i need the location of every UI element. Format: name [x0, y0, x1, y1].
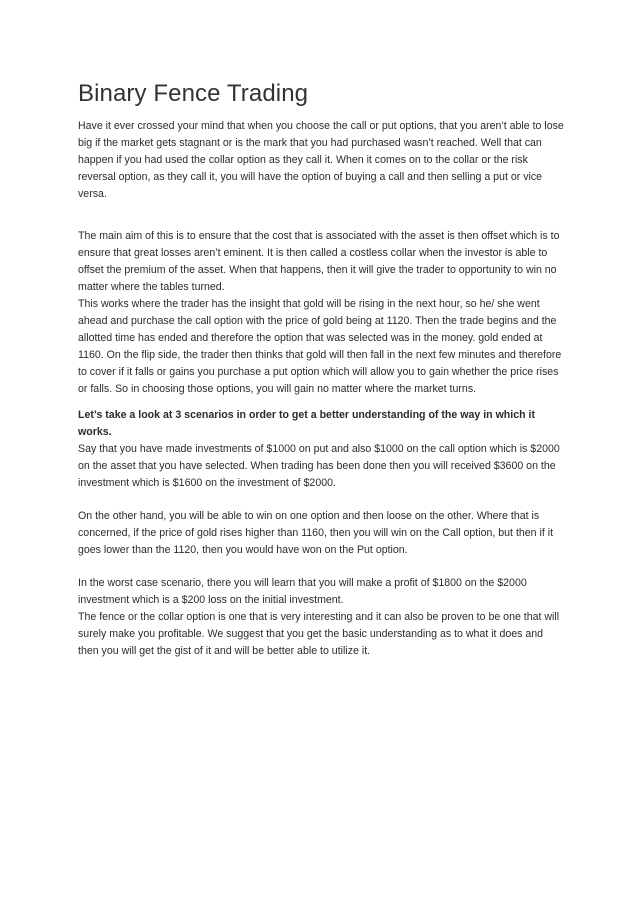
spacer: [78, 219, 566, 228]
spacer: [78, 398, 566, 407]
spacer: [78, 559, 566, 575]
gold-example-paragraph: This works where the trader has the insight that gold will be rising in the next hour, so he/ she went ahead and purchase the call option with the price of gold being at 1120. Then the trade begins and the allotted time has ended and therefore the option that was selected was in the money. gold ended at 1160. On the flip side, the trader then thinks that gold will then fall in the next few minutes and therefore to cover if it falls or gains you purchase a put option which will allow you to gain whether the price rises or falls. So in choosing those options, you will gain no matter where the market turns.: [78, 298, 562, 395]
costless-collar-paragraph: The main aim of this is to ensure that the cost that is associated with the asset is then offset which is to ensure that great losses aren’t eminent. It is then called a costless collar when the investor is able to offset the premium of the asset. When that happens, then it will give the trader to opportunity to win no matter where the tables turned.: [78, 230, 560, 293]
intro-paragraph: Have it ever crossed your mind that when you choose the call or put options, that you aren’t able to lose big if the market gets stagnant or is the mark that you had purchased wasn’t reached. Well that can happen if you had used the collar option as they call it. When it comes on to the collar or the risk reversal option, as they call it, you will have the option of buying a call and then selling a put or vice versa.: [78, 120, 564, 200]
scenario-one-paragraph: Say that you have made investments of $1000 on put and also $1000 on the call option which is $2000 on the asset that you have selected. When trading has been done then you will received $3600 on the investment which is $1600 on the investment of $2000.: [78, 443, 560, 489]
scenarios-heading: Let’s take a look at 3 scenarios in order to get a better understanding of the way in which it works.: [78, 409, 535, 438]
document-title: Binary Fence Trading: [78, 80, 309, 107]
spacer: [78, 203, 566, 219]
scenario-two-paragraph: On the other hand, you will be able to win on one option and then loose on the other. Where that is concerned, if the price of gold rises higher than 1160, then you will win on the Call option, but then if it goes lower than the 1120, then you would have won on the Put option.: [78, 510, 554, 556]
document-body: [78, 78, 566, 660]
spacer: [78, 492, 566, 508]
conclusion-paragraph: The fence or the collar option is one that is very interesting and it can also be proven to be one that will surely make you profitable. We suggest that you get the basic understanding as to what it does and then you will get the gist of it and will be better able to utilize it.: [78, 611, 560, 657]
scenario-three-paragraph: In the worst case scenario, there you will learn that you will make a profit of $1800 on the $2000 investment which is a $200 loss on the initial investment.: [78, 577, 527, 606]
